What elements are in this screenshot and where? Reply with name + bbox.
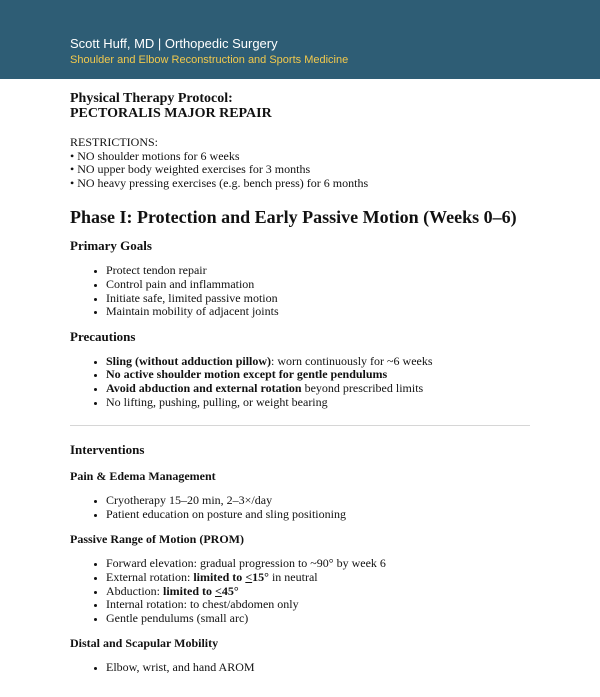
pain-edema-list xyxy=(70,494,530,521)
primary-goals-heading: Primary Goals xyxy=(70,238,152,254)
list-item: • Initiate safe, limited passive motion xyxy=(106,292,530,306)
text: 15° xyxy=(252,569,269,584)
list-item xyxy=(106,585,530,599)
bold-text xyxy=(193,570,269,584)
phase-heading: Phase I: Protection and Early Passive Motion (Weeks 0–6) xyxy=(70,207,517,228)
text: in neutral xyxy=(268,569,318,584)
precautions-heading: Precautions xyxy=(70,328,136,344)
distal-list xyxy=(70,661,530,675)
specialty-tagline: Shoulder and Elbow Reconstruction and Sports Medicine xyxy=(70,54,349,66)
text: beyond prescribed limits xyxy=(301,380,424,395)
text: Abduction: xyxy=(106,583,163,598)
list-item: • Cryotherapy 15–20 min, 2–3×/day xyxy=(106,494,530,508)
text: 45° xyxy=(221,583,239,598)
list-item: • Elbow, wrist, and hand AROM xyxy=(106,661,530,675)
list-item xyxy=(106,382,530,396)
list-item: • Internal rotation: to chest/abdomen only xyxy=(106,598,530,612)
bold-text: Avoid abduction and external rotation xyxy=(106,380,302,395)
title-line-1: Physical Therapy Protocol: xyxy=(70,91,233,106)
distal-scapular-heading: Distal and Scapular Mobility xyxy=(70,636,219,651)
text: : worn continuously for ~6 weeks xyxy=(271,353,433,368)
list-item: • Maintain mobility of adjacent joints xyxy=(106,305,530,319)
underlined-symbol: < xyxy=(215,583,222,598)
restriction-item: • NO shoulder motions for 6 weeks xyxy=(70,148,240,163)
list-item: • Gentle pendulums (small arc) xyxy=(106,612,530,626)
restrictions-label: RESTRICTIONS: xyxy=(70,135,159,149)
restriction-item: • NO heavy pressing exercises (e.g. bench press) for 6 months xyxy=(70,175,369,190)
list-item: • Patient education on posture and sling positioning xyxy=(106,508,530,522)
text: limited to xyxy=(193,569,246,584)
letterhead xyxy=(0,0,600,79)
protocol-title xyxy=(70,91,530,121)
list-item: • No lifting, pushing, pulling, or weight bearing xyxy=(106,396,530,410)
text: limited to xyxy=(163,583,215,598)
restrictions-block xyxy=(70,136,530,190)
list-item: • Protect tendon repair xyxy=(106,264,530,278)
list-item: • Forward elevation: gradual progression to ~90° by week 6 xyxy=(106,557,530,571)
bold-text: No active shoulder motion except for gentle pendulums xyxy=(106,367,388,382)
bold-text: Sling (without adduction pillow) xyxy=(106,353,272,368)
prom-list xyxy=(70,557,530,625)
list-item xyxy=(106,571,530,585)
list-item: • Control pain and inflammation xyxy=(106,278,530,292)
text: External rotation: xyxy=(106,569,194,584)
bold-text xyxy=(163,584,239,598)
surgeon-name: Scott Huff, MD | Orthopedic Surgery xyxy=(70,36,278,51)
section-divider xyxy=(70,425,530,426)
precautions-list xyxy=(70,355,530,409)
interventions-heading: Interventions xyxy=(70,442,145,458)
restriction-item: • NO upper body weighted exercises for 3 months xyxy=(70,162,311,177)
list-item xyxy=(106,355,530,369)
document-body xyxy=(0,79,600,675)
list-item xyxy=(106,368,530,382)
title-line-2: PECTORALIS MAJOR REPAIR xyxy=(70,106,272,121)
prom-heading: Passive Range of Motion (PROM) xyxy=(70,532,244,547)
primary-goals-list xyxy=(70,264,530,318)
pain-edema-heading: Pain & Edema Management xyxy=(70,469,216,484)
underlined-symbol: < xyxy=(245,569,253,584)
